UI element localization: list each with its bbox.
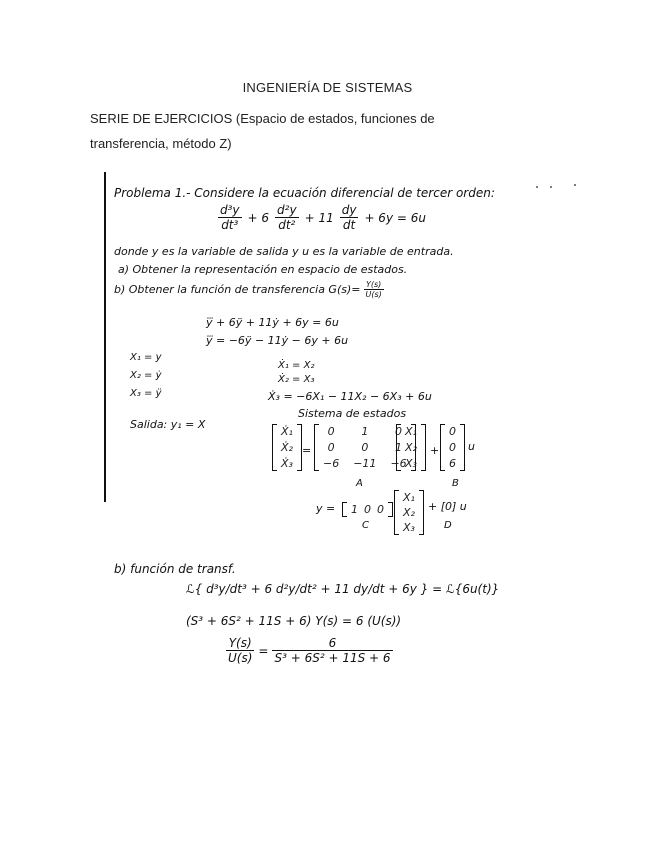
matrix-a-label: A (356, 478, 363, 489)
bracket (460, 424, 465, 471)
matrix-entry: −6 (390, 457, 407, 470)
transfer-fraction (364, 280, 384, 299)
page-title: INGENIERÍA DE SISTEMAS (242, 80, 413, 95)
vector-entry: Ẋ₃ (281, 457, 293, 470)
part-b-title: b) función de transf. (114, 562, 236, 576)
vector-body (445, 424, 460, 471)
vector-body (401, 424, 421, 471)
equals-sign: = (302, 444, 312, 457)
part-b-prompt (114, 280, 384, 299)
document-subtitle: SERIE DE EJERCICIOS (Espacio de estados, funciones de transferencia, método Z) (90, 111, 435, 151)
x-vector-output (394, 490, 424, 535)
state-derivative-2: Ẋ₂ = X₃ (278, 374, 315, 385)
tf-lhs-denominator: U(s) (228, 651, 253, 665)
tf-rhs-numerator: 6 (272, 636, 392, 651)
output-equation: Salida: y₁ = X (130, 418, 206, 431)
vector-entry: Ẋ₁ (281, 425, 293, 438)
matrix-entry: 1 (395, 441, 403, 454)
vector-entry: X₁ (405, 425, 417, 438)
matrix-entry: 1 (351, 503, 358, 516)
term-numerator: d³y (220, 203, 240, 217)
matrix-b-label: B (452, 478, 459, 489)
plus-sign: + (430, 444, 440, 457)
vector-entry: 6 (449, 457, 456, 470)
state-var-3: X₃ = ÿ (130, 388, 162, 399)
laplace-transform: ℒ{ d³y/dt³ + 6 d²y/dt² + 11 dy/dt + 6y } = ℒ{6u(t)} (186, 582, 500, 596)
bracket (421, 424, 426, 471)
vector-entry: 0 (449, 425, 456, 438)
problem-statement: Problema 1.- Considere la ecuación diferencial de tercer orden: (114, 186, 495, 200)
vector-entry: X₂ (403, 506, 415, 519)
matrix-b (440, 424, 465, 471)
vector-body (277, 424, 297, 471)
matrix-c-label: C (362, 520, 369, 531)
operator: + 11 (304, 210, 334, 225)
tf-rhs (272, 636, 392, 665)
operator: + 6 (247, 210, 270, 225)
polynomial-equation: (S³ + 6S² + 11S + 6) Y(s) = 6 (U(s)) (186, 614, 402, 628)
matrix-entry: 0 (377, 503, 384, 516)
vector-entry: X₃ (403, 521, 415, 534)
stray-mark (536, 186, 538, 188)
tf-numerator: Y(s) (364, 280, 384, 290)
tf-rhs-denominator: S³ + 6S² + 11S + 6 (274, 651, 391, 665)
output-y-equals: y = (316, 502, 336, 515)
solution-equation-1: y⃛ + 6ÿ + 11ẏ + 6y = 6u (206, 316, 339, 329)
matrix-entry: 0 (327, 425, 335, 438)
vector-entry: 0 (449, 441, 456, 454)
term-denominator: dt (342, 218, 356, 232)
state-derivative-1: Ẋ₁ = X₂ (278, 360, 315, 371)
state-var-2: X₂ = ẏ (130, 370, 162, 381)
differential-equation (218, 203, 426, 232)
equals-sign: = (258, 643, 269, 658)
tf-lhs-numerator: Y(s) (226, 636, 254, 651)
matrix-entry: 1 (361, 425, 369, 438)
term-first-derivative (340, 203, 359, 232)
vector-entry: Ẋ₂ (281, 441, 293, 454)
tf-lhs (226, 636, 254, 665)
state-var-1: X₁ = y (130, 352, 162, 363)
matrix-entry: 0 (361, 441, 369, 454)
stray-mark (550, 186, 552, 188)
margin-line (104, 172, 106, 502)
matrix-entry: 0 (364, 503, 371, 516)
state-system-title: Sistema de estados (298, 407, 407, 420)
input-u-label: u (468, 440, 475, 453)
matrix-entry: 0 (327, 441, 335, 454)
bracket (419, 490, 424, 535)
part-b-text: b) Obtener la función de transferencia G(s)= (114, 283, 361, 296)
xdot-vector (272, 424, 302, 471)
d-term: + [0] u (428, 500, 467, 513)
transfer-function (226, 636, 393, 665)
term-second-derivative (275, 203, 299, 232)
equation-tail: + 6y = 6u (364, 210, 426, 225)
bracket (388, 502, 393, 517)
term-denominator: dt² (278, 218, 296, 232)
matrix-d-label: D (444, 520, 452, 531)
term-denominator: dt³ (221, 218, 239, 232)
term-third-derivative (218, 203, 242, 232)
vector-entry: X₁ (403, 491, 415, 504)
stray-mark (574, 184, 576, 186)
term-numerator: d²y (277, 203, 297, 217)
tf-denominator: U(s) (365, 290, 382, 299)
matrix-entry: 0 (395, 425, 403, 438)
term-numerator: dy (341, 203, 357, 217)
x-vector (396, 424, 426, 471)
part-a-prompt: a) Obtener la representación en espacio de estados. (118, 263, 408, 276)
vector-body (399, 490, 419, 535)
matrix-entry: −11 (353, 457, 377, 470)
vector-entry: X₂ (405, 441, 417, 454)
state-derivative-3: Ẋ₃ = −6X₁ − 11X₂ − 6X₃ + 6u (268, 390, 432, 403)
vector-entry: X₃ (405, 457, 417, 470)
matrix-entry: −6 (323, 457, 340, 470)
matrix-body (347, 502, 388, 517)
matrix-c (342, 502, 393, 517)
variable-description: donde y es la variable de salida y u es la variable de entrada. (114, 245, 454, 258)
solution-equation-2: y⃛ = −6ÿ − 11ẏ − 6y + 6u (206, 334, 349, 347)
